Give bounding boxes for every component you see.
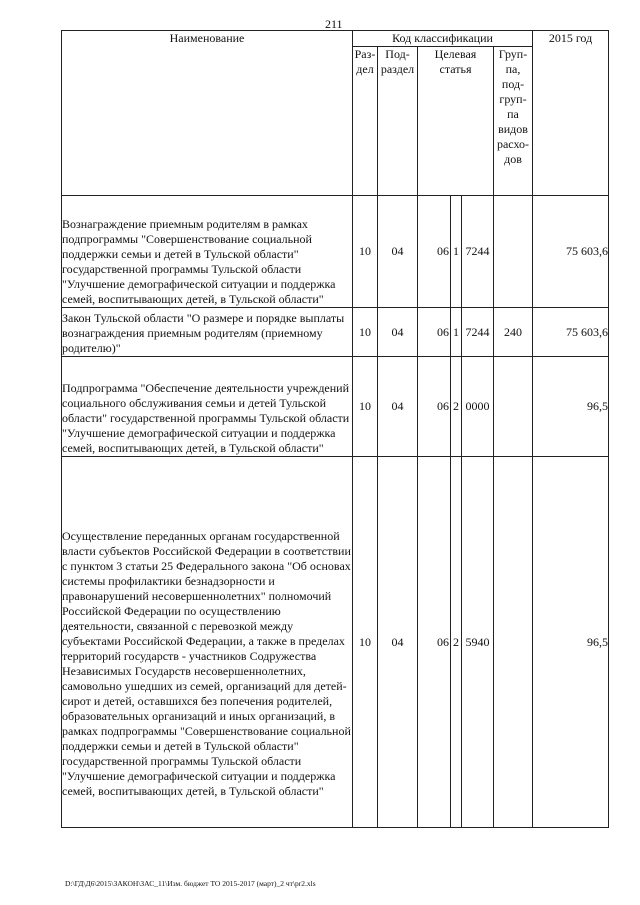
row-code: 5940 <box>462 457 494 828</box>
row-group <box>494 196 533 308</box>
row-code: 7244 <box>462 196 494 308</box>
row-amount: 75 603,6 <box>533 196 609 308</box>
table-row <box>62 457 609 828</box>
header-name: Наименование <box>62 31 353 196</box>
header-expense-group: Груп- па, под- груп- па видов расхо- дов <box>494 47 533 196</box>
row-section: 10 <box>353 357 378 457</box>
row-subsection: 04 <box>378 308 418 357</box>
row-subprogram: 1 <box>451 196 462 308</box>
file-path-footer: D:\ГД\Д6\2015\ЗАКОН\ЗАС_11\Изм. бюджет ТО 2015-2017 (март)_2 чт\pr2.xls <box>65 879 316 888</box>
row-subprogram: 2 <box>451 457 462 828</box>
row-name: Закон Тульской области "О размере и порядке выплаты вознаграждения приемным родителям (приемному родителю)" <box>62 308 353 357</box>
row-program: 06 <box>418 357 451 457</box>
row-subprogram: 2 <box>451 357 462 457</box>
row-program: 06 <box>418 308 451 357</box>
row-code: 7244 <box>462 308 494 357</box>
row-subprogram: 1 <box>451 308 462 357</box>
header-target-item: Целевая статья <box>418 47 494 196</box>
header-section: Раз- дел <box>353 47 378 196</box>
row-section: 10 <box>353 196 378 308</box>
row-name: Осуществление переданных органам государственной власти субъектов Российской Федерации в соответствии с пунктом 3 статьи 25 Федерального закона "Об основах системы профилактики безнадзорности и правонарушений несовершеннолетних" полномочий Российской Федерации по осуществлению деятельности, связанной с перевозкой между субъектами Российской Федерации, а также в пределах территорий государств - участников Содружества Независимых Государств несовершеннолетних, самовольно ушедших из семей, организаций для детей-сирот и детей, оставшихся без попечения родителей, образовательных организаций и иных организаций, в рамках подпрограммы "Совершенствование социальной поддержки семьи и детей в Тульской области" государственной программы Тульской области "Улучшение демографической ситуации и поддержка семей, воспитывающих детей, в Тульской области" <box>62 457 353 828</box>
header-subsection: Под- раздел <box>378 47 418 196</box>
row-section: 10 <box>353 457 378 828</box>
row-subsection: 04 <box>378 196 418 308</box>
row-group <box>494 457 533 828</box>
header-classification: Код классификации <box>353 31 533 47</box>
row-amount: 96,5 <box>533 457 609 828</box>
row-code: 0000 <box>462 357 494 457</box>
row-name: Подпрограмма "Обеспечение деятельности учреждений социального обслуживания семьи и детей Тульской области" государственной программы Тульской области "Улучшение демографической ситуации и поддержка семей, воспитывающих детей, в Тульской области" <box>62 357 353 457</box>
table-row <box>62 357 609 457</box>
row-amount: 75 603,6 <box>533 308 609 357</box>
row-section: 10 <box>353 308 378 357</box>
row-amount: 96,5 <box>533 357 609 457</box>
page-number: 211 <box>325 17 343 31</box>
row-subsection: 04 <box>378 357 418 457</box>
budget-table <box>61 30 609 828</box>
table-row <box>62 308 609 357</box>
table-row <box>62 196 609 308</box>
row-program: 06 <box>418 196 451 308</box>
row-program: 06 <box>418 457 451 828</box>
header-year: 2015 год <box>533 31 609 196</box>
row-subsection: 04 <box>378 457 418 828</box>
row-group: 240 <box>494 308 533 357</box>
row-group <box>494 357 533 457</box>
row-name: Вознаграждение приемным родителям в рамках подпрограммы "Совершенствование социальной поддержки семьи и детей в Тульской области" государственной программы Тульской области "Улучшение демографической ситуации и поддержка семей, воспитывающих детей, в Тульской области" <box>62 196 353 308</box>
